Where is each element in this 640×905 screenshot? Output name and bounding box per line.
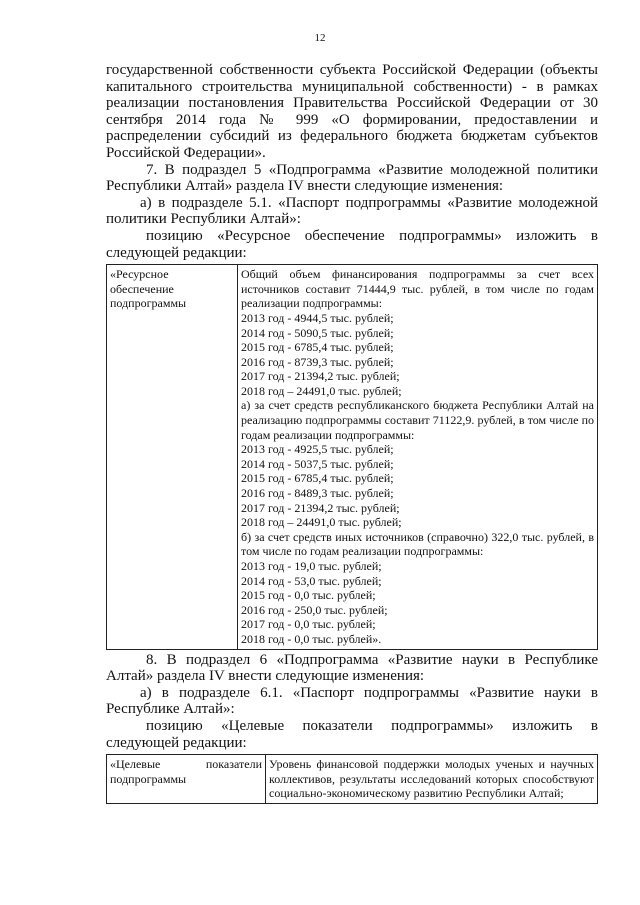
document-body: [106, 62, 598, 806]
indicators-table-label: [107, 755, 266, 804]
indicators-table: [106, 754, 598, 804]
other-year-line: 2015 год - 0,0 тыс. рублей;: [241, 588, 376, 603]
republic-year-line: 2018 год – 24491,0 тыс. рублей;: [241, 515, 402, 530]
total-year-line: 2014 год - 5090,5 тыс. рублей;: [241, 325, 394, 340]
republic-year-line: 2013 год - 4925,5 тыс. рублей;: [241, 442, 394, 457]
resource-table-label: «Ресурсное обеспечение подпрограммы: [107, 265, 238, 649]
other-year-line: 2018 год - 0,0 тыс. рублей».: [241, 631, 382, 646]
total-year-line: 2016 год - 8739,3 тыс. рублей;: [241, 354, 394, 369]
republic-year-line: 2017 год - 21394,2 тыс. рублей;: [241, 500, 400, 515]
other-year-line: 2014 год - 53,0 тыс. рублей;: [241, 573, 382, 588]
republic-year-line: 2016 год - 8489,3 тыс. рублей;: [241, 486, 394, 501]
republic-year-line: 2015 год - 6785,4 тыс. рублей;: [241, 471, 394, 486]
item-7a-paragraph: а) в подразделе 5.1. «Паспорт подпрограммы «Развитие молодежной политики Республики Алтай»:: [106, 194, 598, 228]
total-year-line: 2015 год - 6785,4 тыс. рублей;: [241, 340, 394, 355]
intro-paragraph: государственной собственности субъекта Российской Федерации (объекты капитального строительства муниципальной собственности) - в рамках реализации постановления Правительства Российской Федерации от 30 сентября 2014 года № 999 «О формировании, предоставлении и распределении субсидий из федерального бюджета бюджетам субъектов Российской Федерации».: [106, 62, 598, 161]
item-8a-paragraph: а) в подразделе 6.1. «Паспорт подпрограммы «Развитие науки в Республике Алтай»:: [106, 684, 598, 718]
indicators-table-content: Уровень финансовой поддержки молодых ученых и научных коллективов, результаты исследований которых способствуют социально-экономическому развитию Республики Алтай;: [266, 755, 598, 804]
item-8b-paragraph: позицию «Целевые показатели подпрограммы» изложить в следующей редакции:: [106, 717, 598, 751]
other-year-line: 2016 год - 250,0 тыс. рублей;: [241, 602, 388, 617]
total-year-line: 2017 год - 21394,2 тыс. рублей;: [241, 369, 400, 384]
total-funding-text: Общий объем финансирования подпрограммы за счет всех источников составит 71444,9 тыс. рублей, в том числе по годам реализации подпрограммы:: [241, 267, 594, 311]
item-7-paragraph: 7. В подраздел 5 «Подпрограмма «Развитие молодежной политики Республики Алтай» раздела IV внести следующие изменения:: [106, 161, 598, 195]
resource-table-content: [238, 265, 598, 649]
republic-budget-text: а) за счет средств республиканского бюджета Республики Алтай на реализацию подпрограммы составит 71122,9. рублей, в том числе по годам реализации подпрограммы:: [241, 398, 594, 442]
indicators-label-text: «Целевые показатели подпрограммы: [110, 757, 262, 786]
page-number: 12: [314, 32, 326, 44]
other-year-line: 2013 год - 19,0 тыс. рублей;: [241, 559, 382, 573]
resource-table: [106, 264, 598, 649]
total-year-line: 2013 год - 4944,5 тыс. рублей;: [241, 310, 394, 325]
other-sources-text: б) за счет средств иных источников (справочно) 322,0 тыс. рублей, в том числе по годам реализации подпрограммы:: [241, 529, 594, 559]
item-7b-paragraph: позицию «Ресурсное обеспечение подпрограммы» изложить в следующей редакции:: [106, 227, 598, 261]
total-year-line: 2018 год – 24491,0 тыс. рублей;: [241, 383, 402, 398]
republic-year-line: 2014 год - 5037,5 тыс. рублей;: [241, 456, 394, 471]
other-year-line: 2017 год - 0,0 тыс. рублей;: [241, 617, 376, 632]
item-8-paragraph: 8. В подраздел 6 «Подпрограмма «Развитие науки в Республике Алтай» раздела IV внести следующие изменения:: [106, 651, 598, 685]
